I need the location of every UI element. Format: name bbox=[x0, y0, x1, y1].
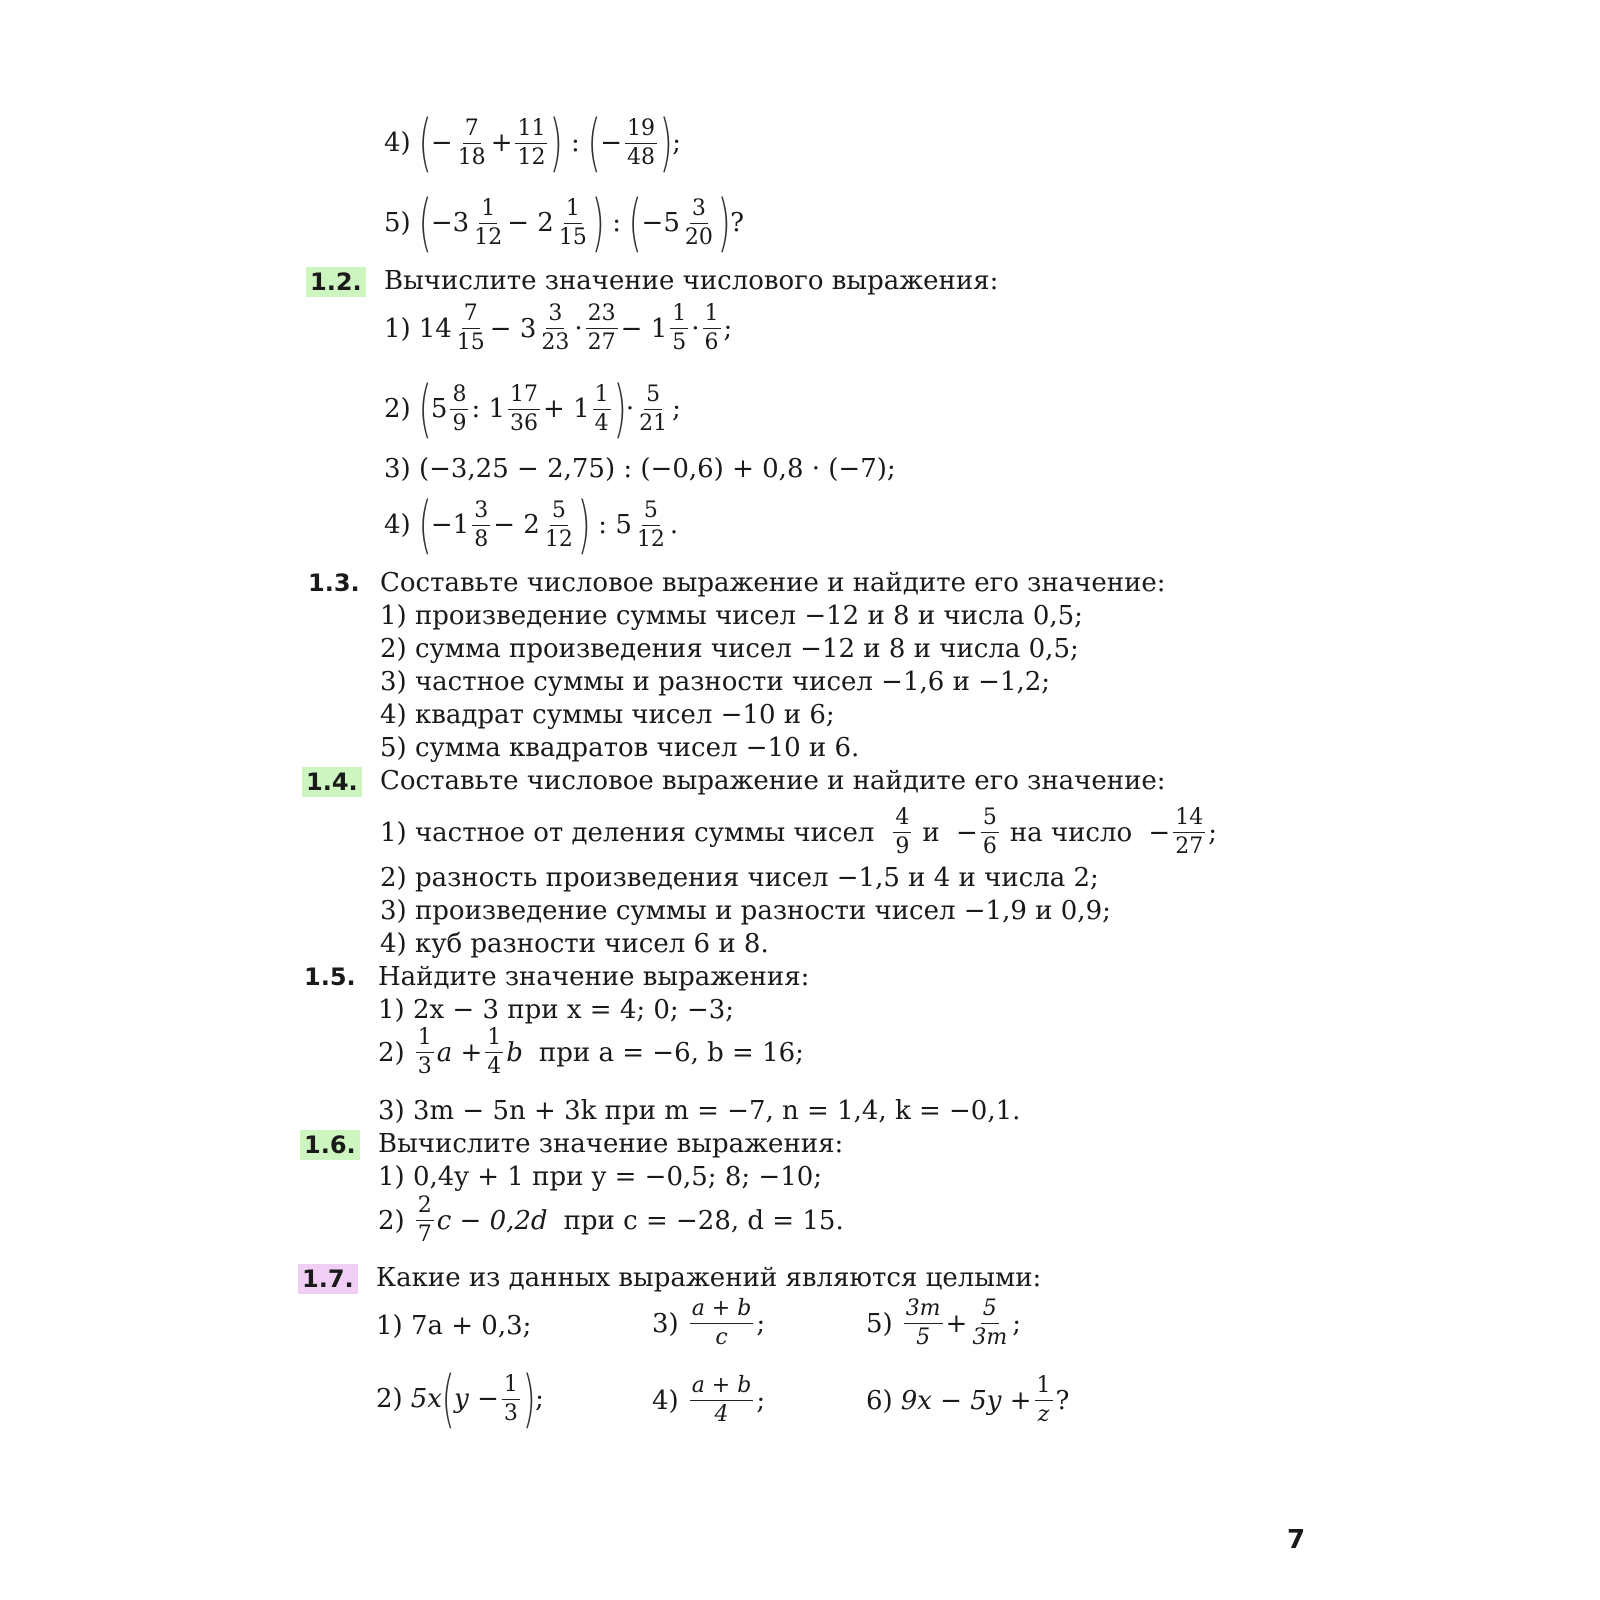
problem-1-3-item: 5) сумма квадратов чисел −10 и 6. bbox=[380, 733, 860, 763]
problem-1-2-item-1: 1) 14 $\frac{7}{15}$ − 3 $\frac{3}{23}$ · $\frac{23}{27}$ − 1 $\frac{1}{5}$ · $\frac{1}{6}$ ; bbox=[384, 301, 733, 355]
problem-number-1-7: 1.7. bbox=[298, 1264, 358, 1294]
problem-1-3-item: 3) частное суммы и разности чисел −1,6 и −1,2; bbox=[380, 667, 1051, 697]
problem-1-7-item-5: 5) $\frac{3m}{5}$ + $\frac{5}{3m}$ ; bbox=[866, 1296, 1021, 1350]
problem-number-1-4: 1.4. bbox=[302, 767, 362, 797]
fraction: $\frac{17}{36}$ bbox=[510, 381, 539, 436]
problem-1-5-title: Найдите значение выражения: bbox=[378, 962, 810, 992]
fraction: $\frac{5}{12}$ bbox=[544, 497, 573, 552]
fraction: $\frac{3}{23}$ bbox=[541, 301, 570, 355]
problem-1-5-item-3: 3) 3m − 5n + 3k при m = −7, n = 1,4, k = −0,1. bbox=[378, 1096, 1021, 1126]
problem-1-7-item-2: 2) 5x ( y − $\frac{1}{3}$ ) ; bbox=[376, 1362, 544, 1435]
problem-1-7-item-1: 1) 7a + 0,3; bbox=[376, 1311, 532, 1341]
fraction: $\frac{3m}{5}$ bbox=[905, 1296, 941, 1350]
problem-number-1-3: 1.3. bbox=[308, 569, 360, 597]
fraction: $\frac{8}{9}$ bbox=[452, 381, 467, 436]
problem-1-4-item-1: 1) частное от деления суммы чисел $\frac{4}{9}$ и − $\frac{5}{6}$ на число − $\frac{14}{27}$ ; bbox=[380, 805, 1217, 859]
fraction: $\frac{7}{18}$ bbox=[457, 115, 486, 170]
fraction: $\frac{5}{12}$ bbox=[636, 497, 665, 552]
fraction: $\frac{2}{7}$ bbox=[417, 1193, 432, 1247]
problem-1-4-title: Составьте числовое выражение и найдите его значение: bbox=[380, 766, 1166, 796]
fraction: $\frac{1}{z}$ bbox=[1036, 1373, 1051, 1427]
fraction: $\frac{1}{3}$ bbox=[417, 1025, 432, 1079]
problem-1-2-item-3: 3) (−3,25 − 2,75) : (−0,6) + 0,8 · (−7); bbox=[384, 454, 896, 484]
problem-1-5-item-2: 2) $\frac{1}{3}$ a + $\frac{1}{4}$ b при a = −6, b = 16; bbox=[378, 1025, 804, 1079]
fraction: $\frac{a + b}{c}$ bbox=[691, 1296, 752, 1350]
fraction: $\frac{3}{8}$ bbox=[474, 497, 489, 552]
problem-1-1-item-4: 4) ( − $\frac{7}{18}$ + $\frac{11}{12}$ ) : ( − $\frac{19}{48}$ ) ; bbox=[384, 106, 681, 179]
fraction: $\frac{11}{12}$ bbox=[517, 115, 546, 170]
problem-1-6-title: Вычислите значение выражения: bbox=[378, 1129, 844, 1159]
problem-number-1-5: 1.5. bbox=[304, 963, 356, 991]
fraction: $\frac{4}{9}$ bbox=[895, 805, 910, 859]
fraction: $\frac{1}{3}$ bbox=[503, 1371, 518, 1426]
problem-1-4-item: 2) разность произведения чисел −1,5 и 4 и числа 2; bbox=[380, 863, 1099, 893]
problem-1-2-item-2: 2) ( 5 $\frac{8}{9}$ : 1 $\frac{17}{36}$ + 1 $\frac{1}{4}$ ) · $\frac{5}{21}$ ; bbox=[384, 372, 681, 445]
fraction: $\frac{5}{3m}$ bbox=[972, 1296, 1008, 1350]
fraction: $\frac{7}{15}$ bbox=[456, 301, 485, 355]
fraction: $\frac{1}{12}$ bbox=[474, 195, 503, 250]
problem-1-2-title: Вычислите значение числового выражения: bbox=[384, 266, 999, 296]
problem-1-7-item-3: 3) $\frac{a + b}{c}$ ; bbox=[652, 1296, 766, 1350]
problem-number-1-2: 1.2. bbox=[306, 267, 366, 297]
fraction: $\frac{1}{6}$ bbox=[704, 301, 719, 355]
problem-1-2-item-4: 4) ( −1 $\frac{3}{8}$ − 2 $\frac{5}{12}$ ) : 5 $\frac{5}{12}$ . bbox=[384, 488, 679, 561]
problem-1-6-item-2: 2) $\frac{2}{7}$ c − 0,2d при c = −28, d = 15. bbox=[378, 1193, 844, 1247]
problem-1-5-item-1: 1) 2x − 3 при x = 4; 0; −3; bbox=[378, 995, 735, 1025]
item-label: 4) bbox=[384, 128, 411, 158]
problem-1-7-item-6: 6) 9x − 5y + $\frac{1}{z}$ ? bbox=[866, 1373, 1070, 1427]
problem-1-3-item: 2) сумма произведения чисел −12 и 8 и числа 0,5; bbox=[380, 634, 1079, 664]
fraction: $\frac{19}{48}$ bbox=[626, 115, 655, 170]
fraction: $\frac{5}{21}$ bbox=[639, 381, 668, 436]
problem-1-7-title: Какие из данных выражений являются целыми: bbox=[376, 1263, 1042, 1293]
problem-1-6-item-1: 1) 0,4y + 1 при y = −0,5; 8; −10; bbox=[378, 1162, 823, 1192]
problem-1-4-item: 4) куб разности чисел 6 и 8. bbox=[380, 929, 769, 959]
fraction: $\frac{1}{4}$ bbox=[487, 1025, 502, 1079]
fraction: $\frac{3}{20}$ bbox=[684, 195, 713, 250]
fraction: $\frac{a + b}{4}$ bbox=[691, 1373, 752, 1427]
fraction: $\frac{5}{6}$ bbox=[982, 805, 997, 859]
problem-1-1-item-5: 5) ( −3 $\frac{1}{12}$ − 2 $\frac{1}{15}$ ) : ( −5 $\frac{3}{20}$ ) ? bbox=[384, 186, 745, 259]
problem-1-7-item-4: 4) $\frac{a + b}{4}$ ; bbox=[652, 1373, 766, 1427]
problem-number-1-6: 1.6. bbox=[300, 1130, 360, 1160]
fraction: $\frac{1}{15}$ bbox=[558, 195, 587, 250]
fraction: $\frac{23}{27}$ bbox=[587, 301, 616, 355]
fraction: $\frac{14}{27}$ bbox=[1175, 805, 1204, 859]
fraction: $\frac{1}{5}$ bbox=[672, 301, 687, 355]
problem-1-4-item: 3) произведение суммы и разности чисел −1,9 и 0,9; bbox=[380, 896, 1111, 926]
page-number: 7 bbox=[1287, 1525, 1306, 1555]
problem-1-3-title: Составьте числовое выражение и найдите его значение: bbox=[380, 568, 1166, 598]
problem-1-3-item: 4) квадрат суммы чисел −10 и 6; bbox=[380, 700, 835, 730]
fraction: $\frac{1}{4}$ bbox=[594, 381, 609, 436]
problem-1-3-item: 1) произведение суммы чисел −12 и 8 и числа 0,5; bbox=[380, 601, 1083, 631]
